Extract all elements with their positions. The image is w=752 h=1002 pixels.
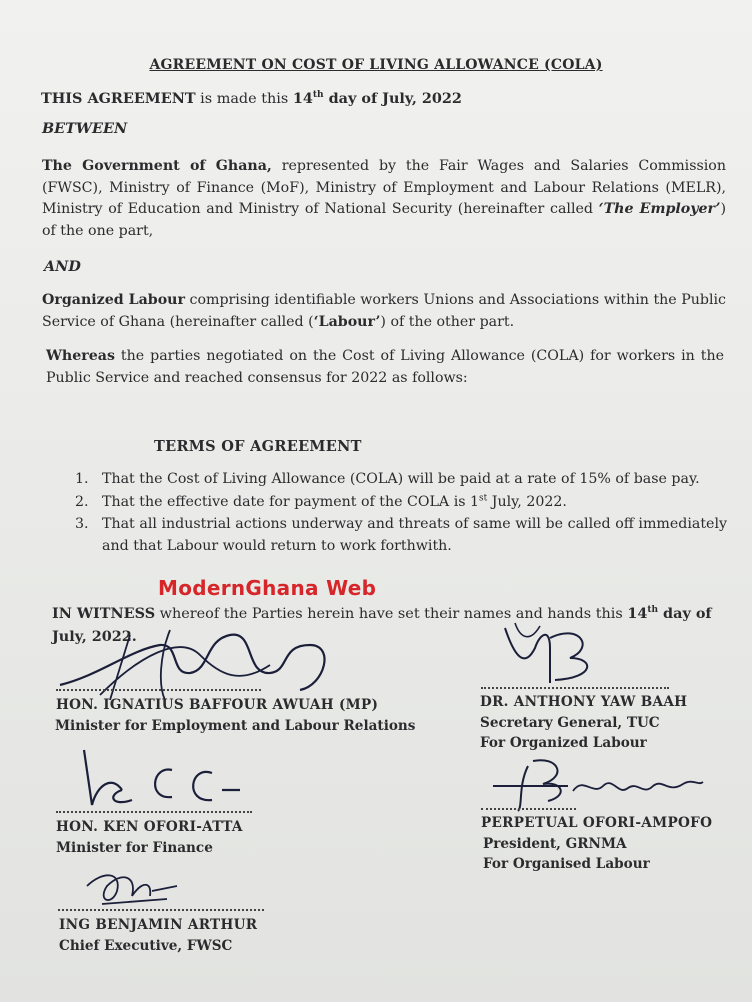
signature-line	[481, 808, 576, 810]
signatory-role-baah: Secretary General, TUC	[480, 715, 660, 731]
term-number: 1.	[75, 471, 89, 487]
whereas-word: Whereas	[46, 348, 115, 364]
signature-baah-image	[495, 618, 605, 688]
labour-party-text: comprising identifiable workers Unions and Associations within the Public Service of Ghana (hereinafter called (	[42, 292, 727, 330]
intro-made-this: is made this	[195, 91, 293, 107]
term-text-end: July, 2022.	[487, 494, 567, 510]
employer-party-end: ) of the one part,	[42, 201, 726, 239]
witness-text: whereof the Parties herein have set their names and hands this	[155, 606, 628, 622]
watermark: ModernGhana Web	[158, 576, 377, 600]
signature-ofori-atta-image	[62, 745, 262, 815]
signature-line	[56, 811, 252, 813]
term-date-suffix: st	[479, 493, 488, 504]
and-label: AND	[44, 258, 81, 275]
employer-party-paragraph	[42, 156, 726, 242]
signature-awuah-image	[40, 615, 340, 705]
employer-party-name: The Government of Ghana,	[42, 158, 272, 174]
signatory-name-ofori-atta: HON. KEN OFORI-ATTA	[56, 819, 243, 835]
term-text	[102, 491, 727, 513]
signatory-org-ofori-ampofo: For Organised Labour	[483, 856, 650, 872]
labour-party-end: ) of the other part.	[380, 313, 515, 330]
signatory-role-arthur: Chief Executive, FWSC	[59, 938, 233, 954]
employer-designation: ‘The Employer’	[598, 201, 721, 217]
labour-party-paragraph	[42, 290, 726, 333]
term-text-main: That the effective date for payment of the COLA is 1	[102, 494, 480, 510]
signatory-name-arthur: ING BENJAMIN ARTHUR	[59, 917, 258, 933]
witness-lead: IN WITNESS	[52, 605, 156, 622]
witness-line-2: July, 2022.	[52, 628, 137, 645]
witness-day-suffix: th	[647, 605, 659, 616]
term-number: 2.	[75, 494, 89, 510]
labour-designation: ‘Labour’	[313, 313, 381, 330]
terms-heading: TERMS OF AGREEMENT	[154, 438, 362, 455]
between-label: BETWEEN	[42, 120, 128, 137]
signatory-org-baah: For Organized Labour	[480, 735, 647, 751]
intro-date-rest: day of July, 2022	[323, 90, 462, 107]
this-agreement-label: THIS AGREEMENT	[41, 90, 196, 107]
signature-line	[481, 687, 669, 689]
signatory-role-awuah: Minister for Employment and Labour Relations	[55, 718, 416, 734]
document-title: AGREEMENT ON COST OF LIVING ALLOWANCE (COLA)	[149, 57, 603, 73]
signature-arthur-image	[82, 866, 182, 911]
intro-day-number: 14	[292, 90, 313, 107]
term-number: 3.	[75, 516, 89, 532]
signatory-role-ofori-ampofo: President, GRNMA	[483, 836, 627, 852]
whereas-text: the parties negotiated on the Cost of Living Allowance (COLA) for workers in the Public Service and reached consensus for 2022 as follows:	[46, 348, 724, 386]
witness-day-word: day of	[658, 605, 712, 622]
signature-ofori-ampofo-image	[488, 756, 708, 816]
witness-day-number: 14	[627, 605, 648, 622]
signatory-name-baah: DR. ANTHONY YAW BAAH	[480, 694, 688, 710]
signatory-name-ofori-ampofo: PERPETUAL OFORI-AMPOFO	[481, 815, 713, 831]
intro-day-suffix: th	[312, 90, 324, 101]
signature-line	[56, 689, 261, 691]
signatory-role-ofori-atta: Minister for Finance	[56, 840, 213, 856]
whereas-paragraph	[46, 346, 724, 389]
employer-party-text: represented by the Fair Wages and Salaries Commission (FWSC), Ministry of Finance (MoF), Ministry of Employment and Labour Relations (MELR), Ministry of Education and Ministry of National Security (hereinafter called	[42, 158, 726, 217]
term-text: That all industrial actions underway and threats of same will be called off immediately and that Labour would return to work forthwith.	[102, 516, 727, 554]
labour-party-name: Organized Labour	[42, 292, 185, 308]
signatory-name-awuah: HON. IGNATIUS BAFFOUR AWUAH (MP)	[56, 697, 379, 713]
intro-line	[41, 88, 462, 110]
term-text: That the Cost of Living Allowance (COLA) will be paid at a rate of 15% of base pay.	[102, 471, 700, 487]
signature-line	[58, 909, 264, 911]
